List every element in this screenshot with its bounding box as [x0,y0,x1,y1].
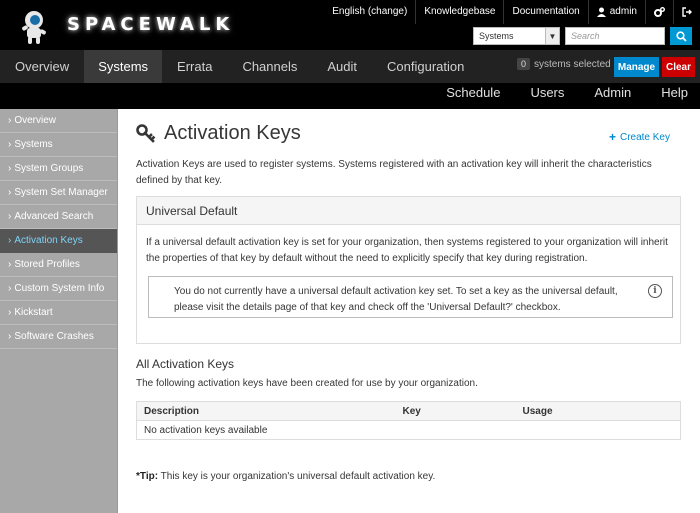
sidebar-item-system-set-manager[interactable]: › System Set Manager [0,181,117,205]
nav-tab-admin[interactable]: Admin [594,85,632,100]
nav-tab-overview[interactable]: Overview [15,59,70,74]
secondary-nav [0,83,700,109]
sign-out-link[interactable] [673,0,700,24]
preferences-link[interactable] [645,0,673,24]
sidebar-item-overview[interactable]: › Overview [0,109,117,133]
brand-name[interactable]: SPACEWALK [67,14,235,35]
manage-button[interactable]: Manage [614,57,659,77]
nav-tab-configuration[interactable]: Configuration [387,59,465,74]
main-nav [0,50,700,83]
sidebar-item-label: Overview [14,115,57,126]
nav-tab-users[interactable]: Users [530,85,565,100]
clear-button[interactable]: Clear [662,57,695,77]
user-icon [597,7,606,17]
nav-tab-channels[interactable]: Channels [242,59,298,74]
sidebar-item-systems[interactable]: › Systems [0,133,117,157]
search-scope-select[interactable] [473,27,560,45]
documentation-link[interactable]: Documentation [503,0,587,24]
page-header [136,109,682,157]
search-scope-value: Systems [479,31,514,41]
universal-default-alert-text: You do not currently have a universal default activation key set. To set a key as the universal default, please visit the details page of that key and check off the 'Universal Default?' checkbox. [174,286,618,313]
sidebar-item-advanced-search[interactable]: › Advanced Search [0,205,117,229]
sign-out-icon [682,7,692,17]
sidebar-item-software-crashes[interactable]: › Software Crashes [0,325,117,349]
sidebar-item-activation-keys[interactable]: › Activation Keys [0,229,117,253]
tip-label: *Tip: [136,471,159,482]
sidebar-item-stored-profiles[interactable]: › Stored Profiles [0,253,117,277]
plus-icon: + [608,130,616,144]
sidebar-item-label: Stored Profiles [14,259,80,270]
table-header-row [137,402,681,421]
systems-selected-count: 0 [517,58,530,70]
nav-tab-audit[interactable]: Audit [327,59,358,74]
systems-selected-label: systems selected [534,58,611,70]
column-header-usage[interactable]: Usage [516,402,681,421]
search-input[interactable]: Search [565,27,665,45]
all-keys-description: The following activation keys have been created for use by your organization. [136,378,478,389]
sidebar-item-label: Kickstart [14,307,53,318]
sidebar-item-label: Systems [14,139,53,150]
nav-tab-help[interactable]: Help [661,85,688,100]
sidebar-item-label: Activation Keys [14,235,83,246]
main-content [118,109,700,513]
language-link[interactable]: English (change) [332,6,408,17]
sidebar-item-label: Custom System Info [14,283,105,294]
universal-default-heading: Universal Default [137,197,680,225]
info-icon: i [648,284,662,298]
sidebar-item-kickstart[interactable]: › Kickstart [0,301,117,325]
nav-tab-systems[interactable]: Systems [84,50,162,83]
sidebar-item-label: Advanced Search [14,211,94,222]
sidebar-item-system-groups[interactable]: › System Groups [0,157,117,181]
table-row [137,421,681,440]
column-header-key[interactable]: Key [396,402,516,421]
universal-default-description: If a universal default activation key is set for your organization, then systems registered to your organization will inherit the properties of that key by default without the need to explicitly specify that key during registration. [146,237,668,264]
header [0,0,700,50]
search-button[interactable] [670,27,692,45]
systems-selected-indicator[interactable] [517,58,611,70]
page-title: Activation Keys [164,122,301,144]
utility-bar [324,0,700,24]
create-key-label: Create Key [619,131,670,143]
nav-tab-schedule[interactable]: Schedule [446,85,501,100]
sidebar-item-label: System Groups [14,163,84,174]
universal-default-alert [148,276,673,318]
sidebar-item-label: System Set Manager [14,187,108,198]
sidebar-item-custom-system-info[interactable]: › Custom System Info [0,277,117,301]
nav-tab-errata[interactable]: Errata [177,59,213,74]
knowledgebase-link[interactable]: Knowledgebase [415,0,503,24]
sidebar [0,109,118,513]
astronaut-logo-icon[interactable] [14,6,54,46]
create-key-link[interactable] [609,130,670,144]
tip-text: This key is your organization's universal default activation key. [158,471,436,482]
page-intro: Activation Keys are used to register systems. Systems registered with an activation key will inherit the characteristics defined by that key. [136,159,652,186]
column-header-description[interactable]: Description [137,402,396,421]
search-icon [676,31,687,42]
universal-default-panel [136,196,681,344]
all-keys-heading: All Activation Keys [136,357,235,371]
tip-note [136,471,682,482]
activation-keys-table [136,401,681,440]
chevron-down-icon: ▼ [545,28,559,44]
search-bar [473,27,692,45]
user-menu[interactable] [588,0,645,24]
sidebar-item-label: Software Crashes [14,331,94,342]
gears-icon [654,7,665,17]
key-icon [136,124,156,144]
empty-table-message: No activation keys available [144,424,268,436]
user-name: admin [609,6,637,17]
